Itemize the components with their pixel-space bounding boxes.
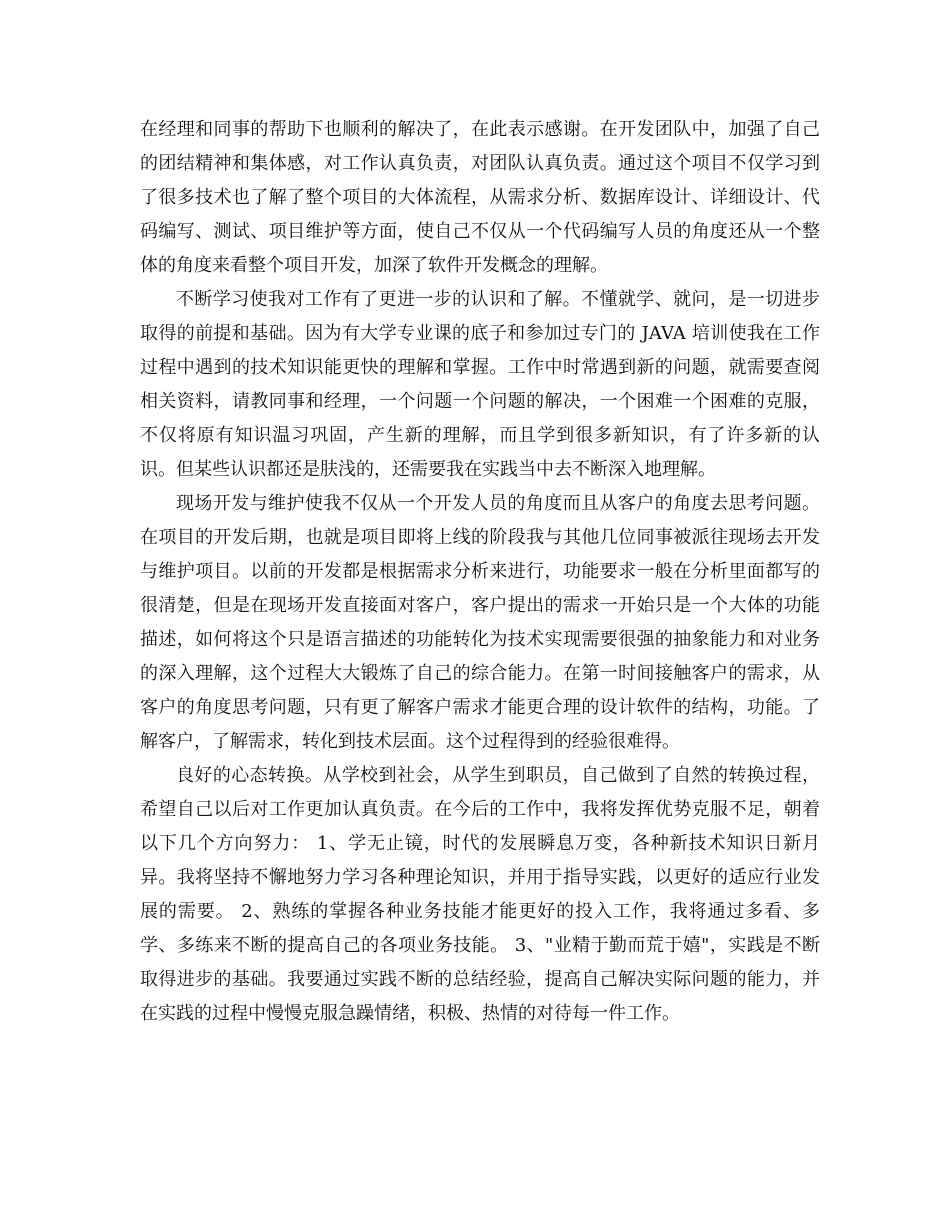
- paragraph-1: 在经理和同事的帮助下也顺利的解决了，在此表示感谢。在开发团队中，加强了自己的团结精神和集体感，对工作认真负责，对团队认真负责。通过这个项目不仅学习到了很多技术也了解了整个项目的大体流程，从需求分析、数据库设计、详细设计、代码编写、测试、项目维护等方面，使自己不仅从一个代码编写人员的角度还从一个整体的角度来看整个项目开发，加深了软件开发概念的理解。: [140, 119, 820, 276]
- paragraph-2: 不断学习使我对工作有了更进一步的认识和了解。不懂就学、就问，是一切进步取得的前提和基础。因为有大学专业课的底子和参加过专门的 JAVA 培训使我在工作过程中遇到的技术知识能更快的理解和掌握。工作中时常遇到新的问题，就需要查阅相关资料，请教同事和经理，一个问题一个问题的解决，一个困难一个困难的克服，不仅将原有知识温习巩固，产生新的理解，而且学到很多新知识，有了许多新的认识。但某些认识都还是肤浅的，还需要我在实践当中去不断深入地理解。: [140, 289, 820, 480]
- paragraph-4: 良好的心态转换。从学校到社会，从学生到职员，自己做到了自然的转换过程，希望自己以后对工作更加认真负责。在今后的工作中，我将发挥优势克服不足，朝着以下几个方向努力： 1、学无止镜，时代的发展瞬息万变，各种新技术知识日新月异。我将坚持不懈地努力学习各种理论知识，并用于指导实践，以更好的适应行业发展的需要。 2、熟练的掌握各种业务技能才能更好的投入工作，我将通过多看、多学、多练来不断的提高自己的各项业务技能。 3、"业精于勤而荒于嬉"，实践是不断取得进步的基础。我要通过实践不断的总结经验，提高自己解决实际问题的能力，并在实践的过程中慢慢克服急躁情绪，积极、热情的对待每一件工作。: [140, 765, 820, 1024]
- paragraph-3: 现场开发与维护使我不仅从一个开发人员的角度而且从客户的角度去思考问题。在项目的开发后期，也就是项目即将上线的阶段我与其他几位同事被派往现场去开发与维护项目。以前的开发都是根据需求分析来进行，功能要求一般在分析里面都写的很清楚，但是在现场开发直接面对客户，客户提出的需求一开始只是一个大体的功能描述，如何将这个只是语言描述的功能转化为技术实现需要很强的抽象能力和对业务的深入理解，这个过程大大锻炼了自己的综合能力。在第一时间接触客户的需求，从客户的角度思考问题，只有更了解客户需求才能更合理的设计软件的结构，功能。了解客户，了解需求，转化到技术层面。这个过程得到的经验很难得。: [140, 493, 820, 752]
- document-body: [140, 113, 820, 1031]
